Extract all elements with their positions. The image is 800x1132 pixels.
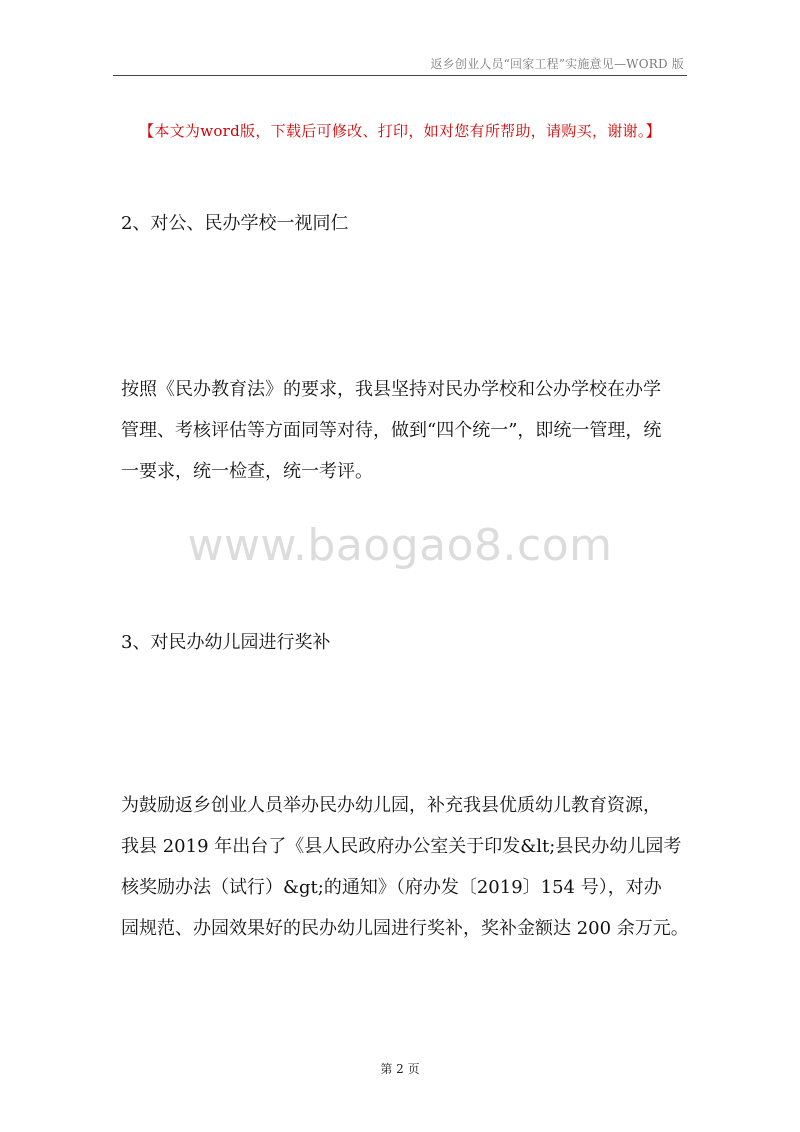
page-number: 第 2 页 (380, 1062, 420, 1076)
section-paragraph (121, 785, 691, 949)
section-paragraph (121, 369, 691, 492)
paragraph-line: 核奖励办法（试行）&gt;的通知》（府办发〔2019〕154 号），对办 (121, 877, 662, 898)
section-heading: 3、对民办幼儿园进行奖补 (121, 632, 331, 653)
paragraph-line: 我县 2019 年出台了《县人民政府办公室关于印发&lt;县民办幼儿园考 (121, 836, 682, 857)
header-divider (113, 75, 687, 76)
section-heading: 2、对公、民办学校一视同仁 (121, 213, 349, 234)
paragraph-line: 为鼓励返乡创业人员举办民办幼儿园，补充我县优质幼儿教育资源， (121, 795, 661, 816)
purchase-notice: 【本文为word版，下载后可修改、打印，如对您有所帮助，请购买，谢谢。】 (139, 122, 661, 140)
watermark: www.baogao8.com (187, 520, 613, 571)
running-header: 返乡创业人员“回家工程”实施意见—WORD 版 (430, 57, 684, 71)
paragraph-line: 园规范、办园效果好的民办幼儿园进行奖补，奖补金额达 200 余万元。 (121, 918, 689, 939)
paragraph-line: 一要求，统一检查，统一考评。 (121, 461, 373, 482)
paragraph-line: 按照《民办教育法》的要求，我县坚持对民办学校和公办学校在办学 (121, 379, 661, 400)
paragraph-line: 管理、考核评估等方面同等对待，做到“四个统一”，即统一管理，统 (121, 420, 662, 441)
